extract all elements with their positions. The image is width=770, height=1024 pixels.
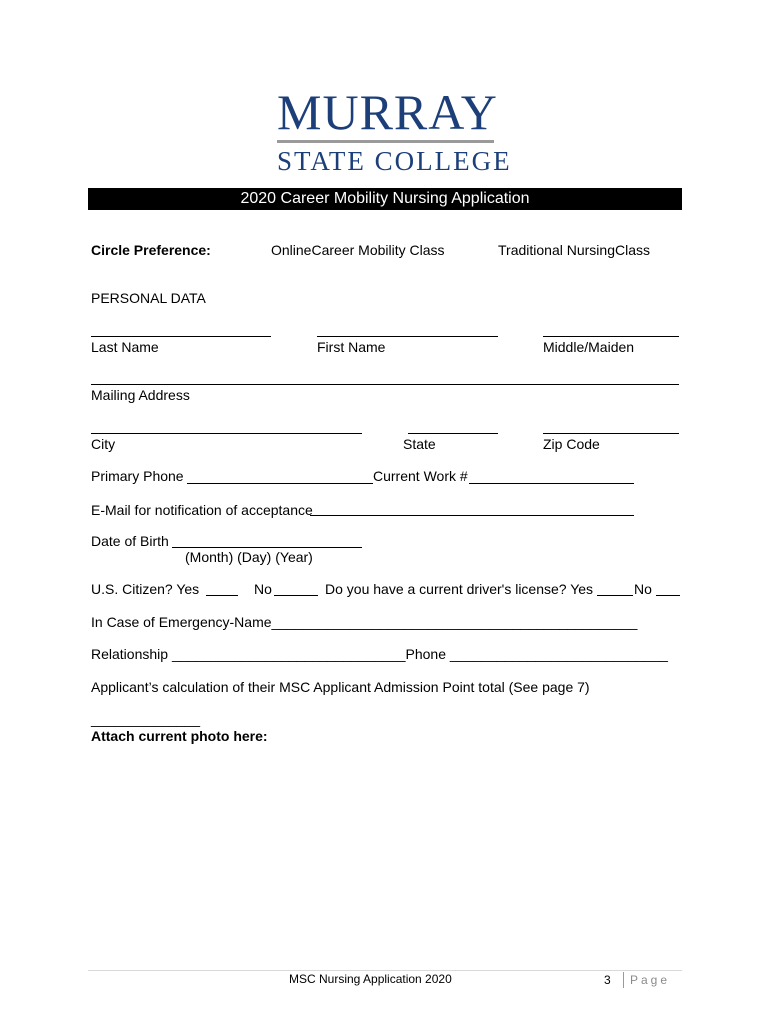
section-personal-data: PERSONAL DATA bbox=[91, 290, 206, 306]
city-field[interactable] bbox=[91, 433, 362, 434]
last-name-field[interactable] bbox=[91, 336, 271, 337]
footer-document-title: MSC Nursing Application 2020 bbox=[289, 972, 452, 986]
us-citizen-yes-field[interactable] bbox=[206, 595, 238, 596]
zip-code-label: Zip Code bbox=[543, 436, 600, 452]
state-label: State bbox=[403, 436, 436, 452]
first-name-field[interactable] bbox=[317, 336, 498, 337]
zip-code-field[interactable] bbox=[543, 433, 679, 434]
drivers-license-no-field[interactable] bbox=[656, 595, 680, 596]
drivers-license-yes-field[interactable] bbox=[597, 595, 633, 596]
admission-point-text: Applicant’s calculation of their MSC Applicant Admission Point total (See page 7) bbox=[91, 679, 590, 695]
first-name-label: First Name bbox=[317, 339, 386, 355]
emergency-relationship-phone-field[interactable]: Relationship ______________________________Phone ____________________________ bbox=[91, 646, 668, 662]
date-of-birth-field[interactable] bbox=[172, 547, 362, 548]
us-citizen-no-label: No bbox=[254, 581, 272, 597]
date-of-birth-label: Date of Birth bbox=[91, 533, 169, 549]
us-citizen-no-field[interactable] bbox=[274, 595, 318, 596]
middle-maiden-field[interactable] bbox=[543, 336, 679, 337]
attach-photo-label: Attach current photo here: bbox=[91, 728, 268, 744]
last-name-label: Last Name bbox=[91, 339, 159, 355]
current-work-label: Current Work # bbox=[373, 468, 468, 484]
date-of-birth-hint: (Month) (Day) (Year) bbox=[185, 549, 313, 565]
city-label: City bbox=[91, 436, 116, 452]
email-field[interactable] bbox=[310, 515, 634, 516]
primary-phone-label: Primary Phone bbox=[91, 468, 184, 484]
current-work-field[interactable] bbox=[469, 483, 634, 484]
page-title: 2020 Career Mobility Nursing Application bbox=[88, 188, 682, 210]
mailing-address-label: Mailing Address bbox=[91, 387, 190, 403]
circle-preference-label: Circle Preference: bbox=[91, 242, 211, 258]
footer-page-number: 3 bbox=[604, 973, 611, 987]
mailing-address-field[interactable] bbox=[91, 384, 679, 385]
email-label: E-Mail for notification of acceptance bbox=[91, 502, 313, 518]
emergency-name-field[interactable]: In Case of Emergency-Name_______________________________________________ bbox=[91, 614, 638, 630]
admission-point-field[interactable]: ______________ bbox=[91, 711, 201, 727]
middle-maiden-label: Middle/Maiden bbox=[543, 339, 635, 355]
drivers-license-no-label: No bbox=[634, 581, 652, 597]
footer-separator bbox=[623, 972, 624, 988]
option-traditional-nursing[interactable]: Traditional NursingClass bbox=[498, 242, 650, 258]
us-citizen-yes-label: U.S. Citizen? Yes bbox=[91, 581, 200, 597]
primary-phone-field[interactable] bbox=[187, 483, 373, 484]
state-field[interactable] bbox=[408, 433, 498, 434]
logo-divider bbox=[277, 140, 494, 143]
drivers-license-yes-label: Do you have a current driver's license? Yes bbox=[325, 581, 594, 597]
option-online-career-mobility[interactable]: OnlineCareer Mobility Class bbox=[271, 242, 445, 258]
logo-murray-text: MURRAY bbox=[277, 84, 498, 140]
footer-page-word: Page bbox=[630, 973, 671, 987]
footer-divider bbox=[88, 970, 682, 971]
logo-state-college-text: STATE COLLEGE bbox=[277, 146, 512, 176]
